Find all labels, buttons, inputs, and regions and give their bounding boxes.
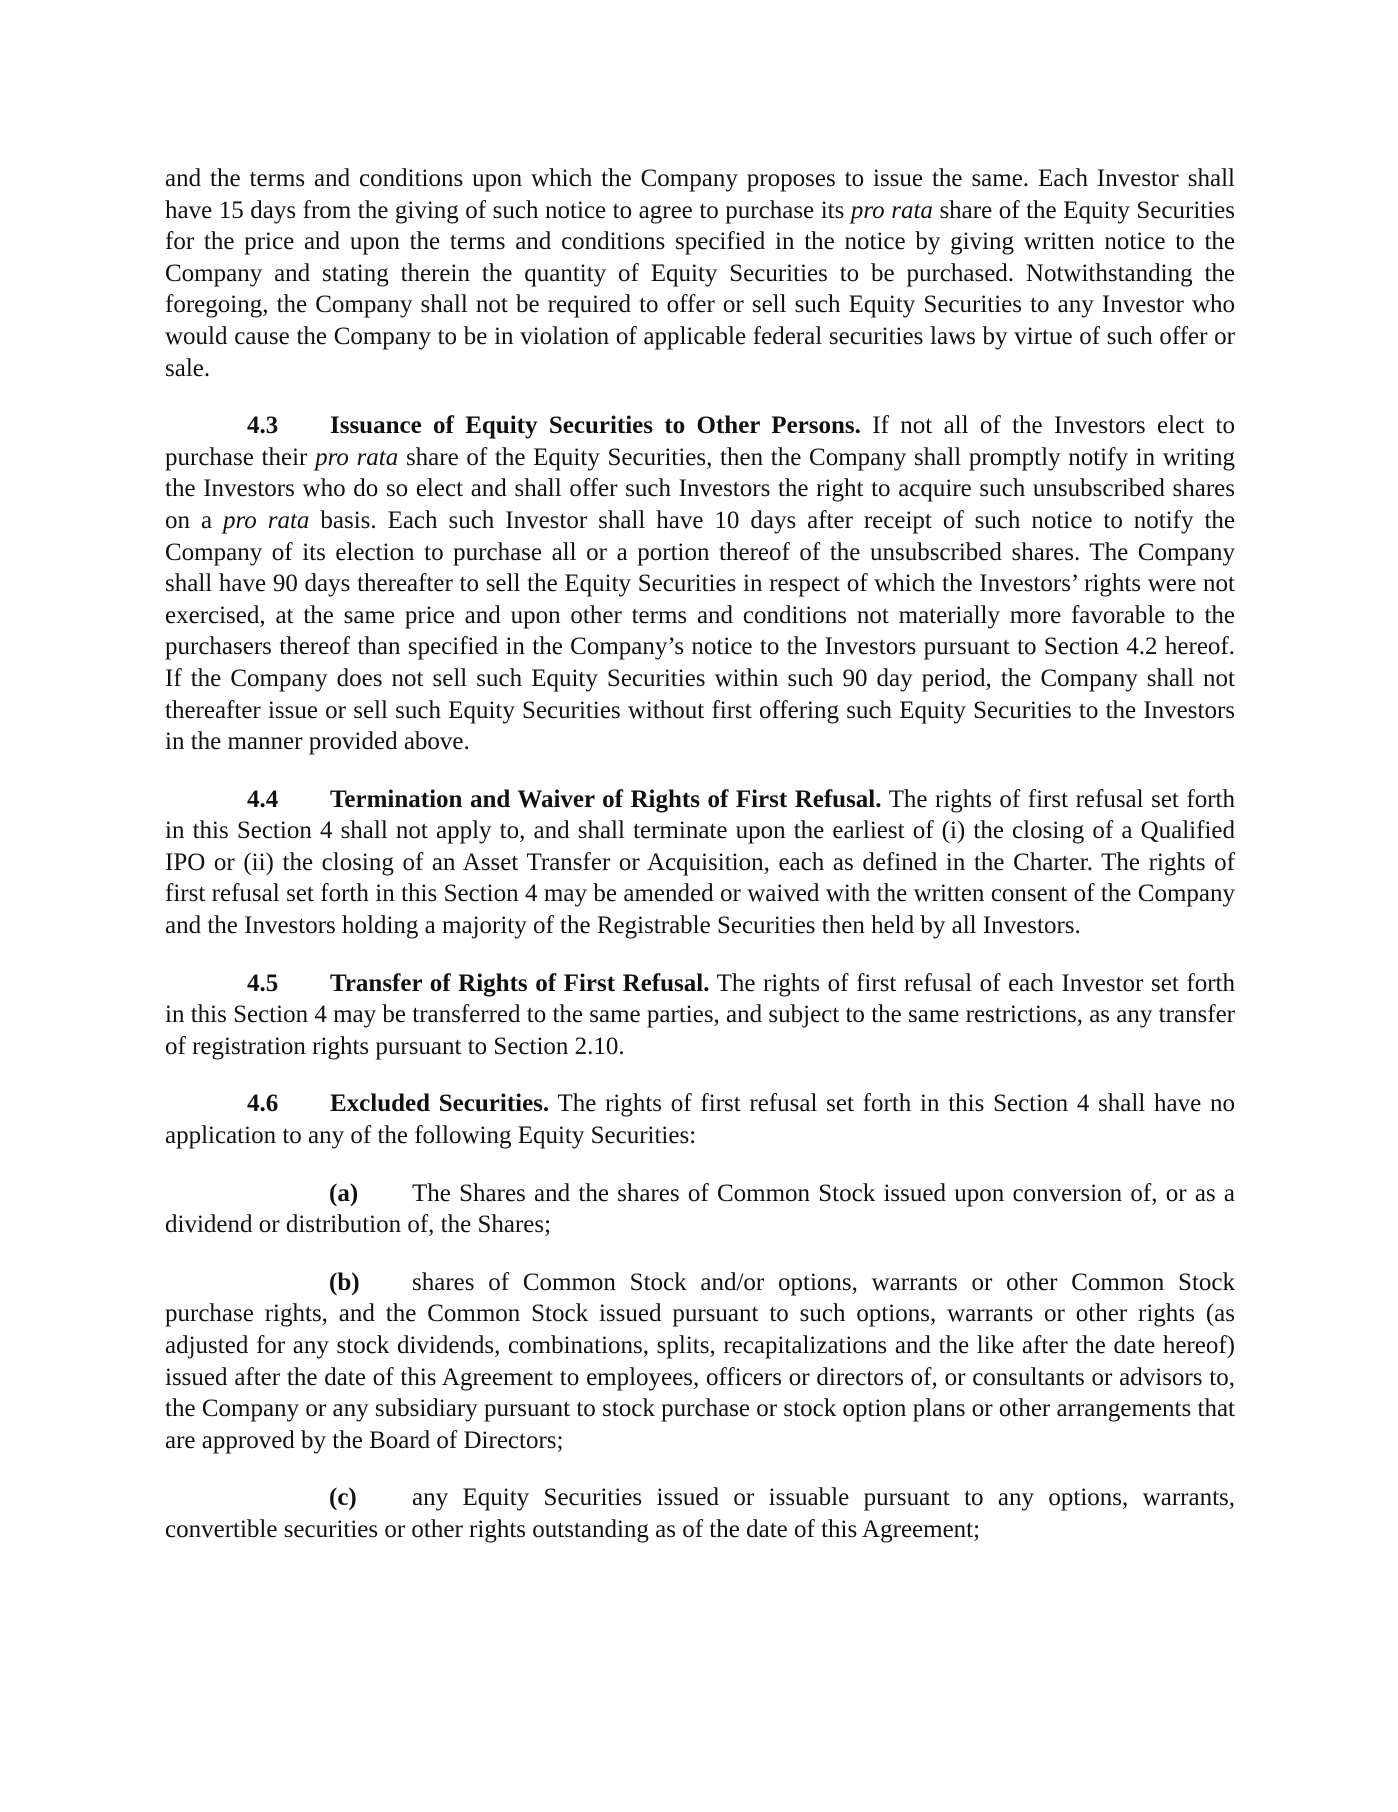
section-4-5-heading: Transfer of Rights of First Refusal. xyxy=(330,969,710,997)
item-a xyxy=(165,1178,1235,1241)
intro-paragraph xyxy=(165,163,1235,384)
item-c-label: (c) xyxy=(329,1484,357,1512)
section-4-3-text-1: If not all of the Investors elect to purchase their xyxy=(165,412,1235,471)
section-4-4-number: 4.4 xyxy=(247,785,279,813)
section-4-3-text-3: basis. Each such Investor shall have 10 days after receipt of such notice to notify the Company of its election to purchase all or a portion thereof of the unsubscribed shares. The Company shall have 90 days thereafter to sell the Equity Securities in respect of which the Investors’ rights were not exercised, at the same price and upon other terms and conditions not materially more favorable to the purchasers thereof than specified in the Company’s notice to the Investors pursuant to Section 4.2 hereof. If the Company does not sell such Equity Securities within such 90 day period, the Company shall not thereafter issue or sell such Equity Securities without first offering such Equity Securities to the Investors in the manner provided above. xyxy=(165,506,1235,756)
section-4-3-italic-1: pro rata xyxy=(315,443,399,471)
section-4-4-heading: Termination and Waiver of Rights of First Refusal. xyxy=(330,785,882,813)
item-a-body: The Shares and the shares of Common Stock issued upon conversion of, or as a dividend or distribution of, the Shares; xyxy=(165,1179,1235,1239)
section-4-5-body: The rights of first refusal of each Investor set forth in this Section 4 may be transferred to the same parties, and subject to the same restrictions, as any transfer of registration rights pursuant to Section 2.10. xyxy=(165,969,1235,1060)
section-4-5 xyxy=(165,968,1235,1063)
item-b xyxy=(165,1267,1235,1457)
intro-italic-1: pro rata xyxy=(850,196,933,224)
section-4-3-text-2: share of the Equity Securities, then the Company shall promptly notify in writing the Investors who do so elect and shall offer such Investors the right to acquire such unsubscribed shares on a xyxy=(165,443,1236,534)
section-4-6 xyxy=(165,1088,1235,1151)
item-c-body: any Equity Securities issued or issuable pursuant to any options, warrants, convertible securities or other rights outstanding as of the date of this Agreement; xyxy=(165,1484,1235,1543)
section-4-4-body: The rights of first refusal set forth in this Section 4 shall not apply to, and shall terminate upon the earliest of (i) the closing of a Qualified IPO or (ii) the closing of an Asset Transfer or Acquisition, each as defined in the Charter. The rights of first refusal set forth in this Section 4 may be amended or waived with the written consent of the Company and the Investors holding a majority of the Registrable Securities then held by all Investors. xyxy=(165,785,1235,940)
document-page xyxy=(165,163,1235,1572)
section-4-5-number: 4.5 xyxy=(247,969,279,997)
intro-text-1: and the terms and conditions upon which the Company proposes to issue the same. Each Investor shall have 15 days from the giving of such notice to agree to purchase its xyxy=(165,165,1235,224)
intro-text-2: share of the Equity Securities for the price and upon the terms and conditions specified in the notice by giving written notice to the Company and stating therein the quantity of Equity Securities to be purchased. Notwithstanding the foregoing, the Company shall not be required to offer or sell such Equity Securities to any Investor who would cause the Company to be in violation of applicable federal securities laws by virtue of such offer or sale. xyxy=(165,196,1235,382)
item-c xyxy=(165,1482,1235,1545)
section-4-3-number: 4.3 xyxy=(247,412,279,440)
section-4-3-heading: Issuance of Equity Securities to Other Persons. xyxy=(330,412,861,440)
item-a-label: (a) xyxy=(329,1179,359,1207)
section-4-6-heading: Excluded Securities. xyxy=(330,1090,550,1118)
section-4-6-number: 4.6 xyxy=(247,1090,279,1118)
item-b-label: (b) xyxy=(329,1268,360,1296)
section-4-3-italic-2: pro rata xyxy=(223,506,310,534)
item-b-body: shares of Common Stock and/or options, warrants or other Common Stock purchase rights, and the Common Stock issued pursuant to such options, warrants or other rights (as adjusted for any stock dividends, combinations, splits, recapitalizations and the like after the date hereof) issued after the date of this Agreement to employees, officers or directors of, or consultants or advisors to, the Company or any subsidiary pursuant to stock purchase or stock option plans or other arrangements that are approved by the Board of Directors; xyxy=(165,1268,1235,1454)
section-4-4 xyxy=(165,784,1235,942)
section-4-3 xyxy=(165,410,1235,758)
section-4-6-body: The rights of first refusal set forth in this Section 4 shall have no application to any of the following Equity Securities: xyxy=(165,1090,1235,1150)
